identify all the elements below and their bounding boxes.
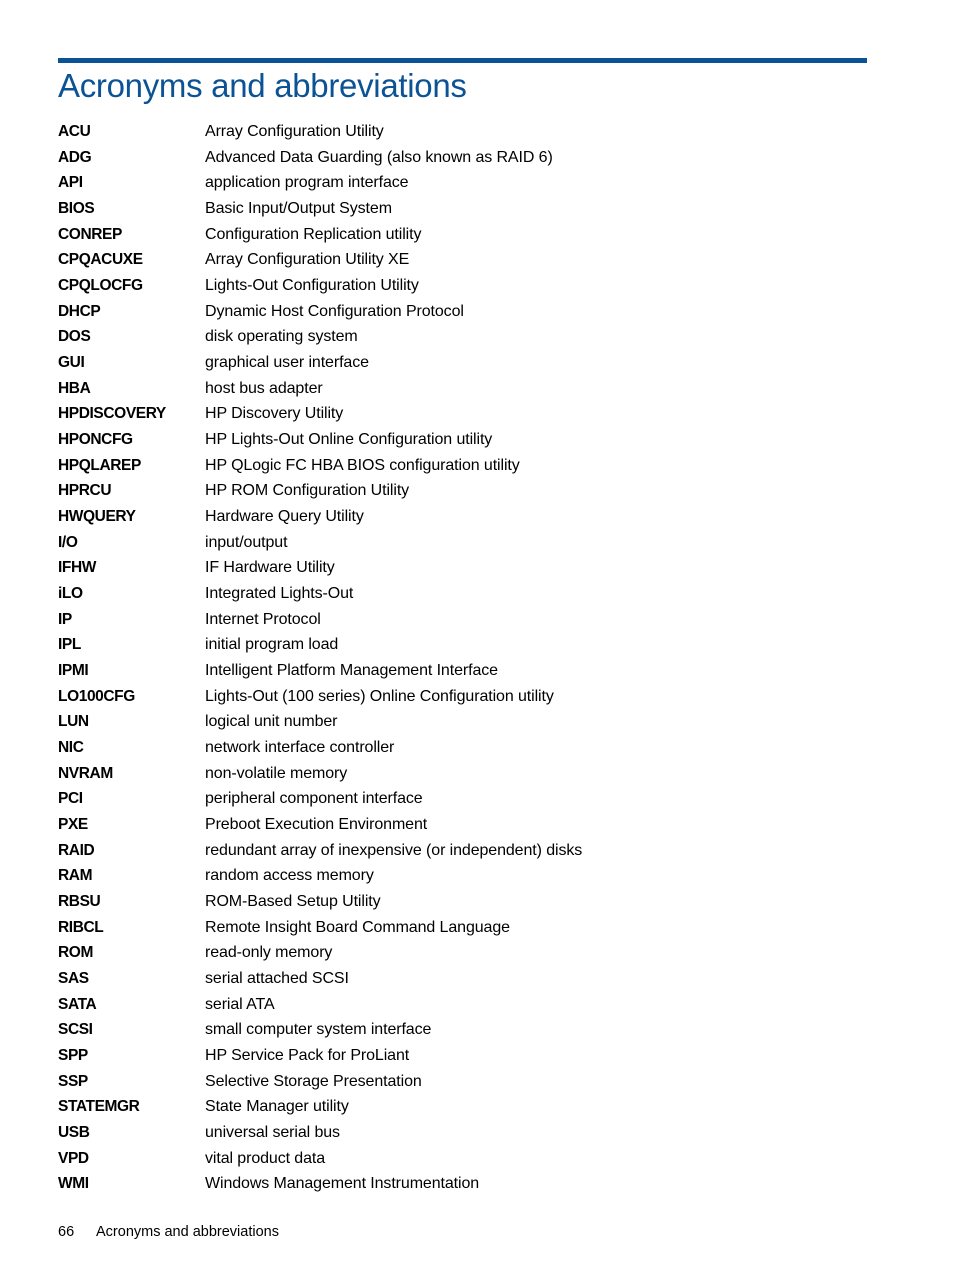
footer-section-title: Acronyms and abbreviations (96, 1224, 279, 1240)
acronym-term: SAS (58, 970, 89, 987)
acronym-term: PCI (58, 790, 83, 808)
acronym-entry (58, 812, 858, 838)
acronym-entry (58, 966, 858, 992)
acronym-entry (58, 735, 858, 761)
acronym-entry (58, 1172, 858, 1198)
acronym-definition: random access memory (205, 867, 374, 885)
acronym-entry (58, 632, 858, 658)
acronym-definition: Configuration Replication utility (205, 225, 422, 243)
acronym-definition: Windows Management Instrumentation (205, 1175, 480, 1193)
acronym-definition: vital product data (205, 1149, 326, 1167)
acronym-entry (58, 170, 858, 196)
acronym-term: HPONCFG (58, 430, 133, 448)
acronym-term: RBSU (58, 892, 101, 910)
acronym-definition: HP Lights-Out Online Configuration utility (205, 430, 493, 448)
title-rule (58, 58, 867, 63)
acronym-term: CPQLOCFG (58, 276, 143, 294)
acronym-list (58, 119, 858, 1197)
acronym-entry (58, 1146, 858, 1172)
acronym-definition: input/output (205, 533, 288, 551)
acronym-term: HPRCU (58, 482, 112, 500)
acronym-term: ROM (58, 944, 93, 962)
acronym-term: SSP (58, 1072, 88, 1090)
acronym-entry (58, 273, 858, 299)
acronym-definition: Lights-Out Configuration Utility (205, 276, 419, 294)
acronym-term: CONREP (58, 225, 122, 243)
page-title: Acronyms and abbreviations (58, 67, 467, 104)
acronym-definition: logical unit number (205, 713, 338, 731)
acronym-definition: Hardware Query Utility (205, 507, 364, 525)
acronym-entry (58, 376, 858, 402)
acronym-term: LUN (58, 713, 89, 731)
acronym-entry (58, 222, 858, 248)
acronym-term: RAM (58, 867, 93, 885)
acronym-definition: Dynamic Host Configuration Protocol (205, 302, 464, 320)
acronym-definition: Basic Input/Output System (205, 199, 392, 217)
acronym-definition: universal serial bus (205, 1124, 340, 1142)
acronym-entry (58, 607, 858, 633)
acronym-entry (58, 863, 858, 889)
acronym-definition: peripheral component interface (205, 790, 423, 808)
acronym-entry (58, 1043, 858, 1069)
acronym-term: NVRAM (58, 764, 113, 782)
page-number: 66 (58, 1224, 75, 1240)
acronym-term: CPQACUXE (58, 251, 143, 269)
acronym-definition: Remote Insight Board Command Language (205, 918, 510, 936)
acronym-term: LO100CFG (58, 687, 135, 705)
acronym-definition: small computer system interface (205, 1021, 432, 1039)
acronym-entry (58, 145, 858, 171)
acronym-entry (58, 761, 858, 787)
acronym-term: IFHW (58, 559, 96, 577)
acronym-definition: State Manager utility (205, 1098, 349, 1116)
acronym-definition: initial program load (205, 636, 339, 654)
acronym-definition: HP ROM Configuration Utility (205, 482, 410, 500)
acronym-definition: HP Discovery Utility (205, 405, 344, 423)
acronym-entry (58, 350, 858, 376)
acronym-entry (58, 119, 858, 145)
acronym-definition: Intelligent Platform Management Interface (205, 661, 498, 679)
acronym-entry (58, 453, 858, 479)
acronym-entry (58, 889, 858, 915)
acronym-definition: non-volatile memory (205, 764, 348, 782)
acronym-entry (58, 1069, 858, 1095)
acronym-entry (58, 581, 858, 607)
acronym-entry (58, 838, 858, 864)
acronym-definition: Array Configuration Utility (205, 122, 384, 140)
acronym-term: HBA (58, 379, 91, 397)
acronym-entry (58, 1120, 858, 1146)
acronym-entry (58, 658, 858, 684)
acronym-entry (58, 196, 858, 222)
acronym-term: HPDISCOVERY (58, 405, 166, 423)
acronym-term: HPQLAREP (58, 456, 141, 474)
acronym-term: STATEMGR (58, 1098, 140, 1116)
acronym-term: GUI (58, 353, 85, 371)
acronym-definition: Selective Storage Presentation (205, 1072, 422, 1090)
acronym-term: ACU (58, 122, 91, 140)
acronym-definition: Preboot Execution Environment (205, 815, 428, 833)
acronym-term: VPD (58, 1149, 89, 1167)
acronym-term: PXE (58, 815, 88, 833)
acronym-definition: redundant array of inexpensive (or independent) disks (205, 841, 583, 859)
acronym-entry (58, 941, 858, 967)
acronym-term: BIOS (58, 199, 95, 217)
acronym-entry (58, 324, 858, 350)
acronym-term: I/O (58, 533, 78, 551)
acronym-entry (58, 786, 858, 812)
acronym-definition: disk operating system (205, 328, 358, 346)
acronym-term: SCSI (58, 1021, 93, 1039)
acronym-entry (58, 1095, 858, 1121)
acronym-term: WMI (58, 1175, 89, 1193)
acronym-entry (58, 299, 858, 325)
acronym-term: DHCP (58, 302, 101, 320)
acronym-term: ADG (58, 148, 92, 166)
acronym-definition: graphical user interface (205, 353, 369, 371)
acronym-entry (58, 427, 858, 453)
acronym-definition: HP QLogic FC HBA BIOS configuration utility (205, 456, 520, 474)
page-footer (58, 1222, 279, 1242)
acronym-definition: Lights-Out (100 series) Online Configuration utility (205, 687, 554, 705)
acronym-term: iLO (58, 584, 83, 602)
acronym-entry (58, 530, 858, 556)
acronym-definition: host bus adapter (205, 379, 323, 397)
acronym-definition: HP Service Pack for ProLiant (205, 1047, 410, 1065)
acronym-term: API (58, 174, 83, 192)
acronym-definition: read-only memory (205, 944, 333, 962)
acronym-entry (58, 1018, 858, 1044)
acronym-definition: network interface controller (205, 738, 395, 756)
acronym-definition: serial ATA (205, 995, 275, 1013)
acronym-term: IPMI (58, 661, 89, 679)
acronym-entry (58, 478, 858, 504)
acronym-entry (58, 709, 858, 735)
acronym-definition: serial attached SCSI (205, 970, 349, 987)
acronym-definition: Array Configuration Utility XE (205, 251, 410, 269)
acronym-entry (58, 992, 858, 1018)
acronym-term: IP (58, 610, 72, 628)
acronym-definition: application program interface (205, 174, 409, 192)
acronym-definition: IF Hardware Utility (205, 559, 335, 577)
acronym-entry (58, 915, 858, 941)
acronym-definition: ROM-Based Setup Utility (205, 892, 381, 910)
acronym-entry (58, 684, 858, 710)
acronym-term: SATA (58, 995, 97, 1013)
acronym-term: DOS (58, 328, 91, 346)
acronym-term: NIC (58, 738, 84, 756)
acronym-term: USB (58, 1124, 90, 1142)
acronym-entry (58, 555, 858, 581)
acronym-term: SPP (58, 1047, 88, 1065)
acronym-term: HWQUERY (58, 507, 136, 525)
acronym-term: RAID (58, 841, 95, 859)
acronym-definition: Integrated Lights-Out (205, 584, 354, 602)
acronym-definition: Advanced Data Guarding (also known as RAID 6) (205, 148, 553, 166)
acronym-entry (58, 401, 858, 427)
acronym-term: IPL (58, 636, 81, 654)
acronym-entry (58, 504, 858, 530)
acronym-term: RIBCL (58, 918, 104, 936)
acronym-definition: Internet Protocol (205, 610, 321, 628)
acronym-entry (58, 247, 858, 273)
